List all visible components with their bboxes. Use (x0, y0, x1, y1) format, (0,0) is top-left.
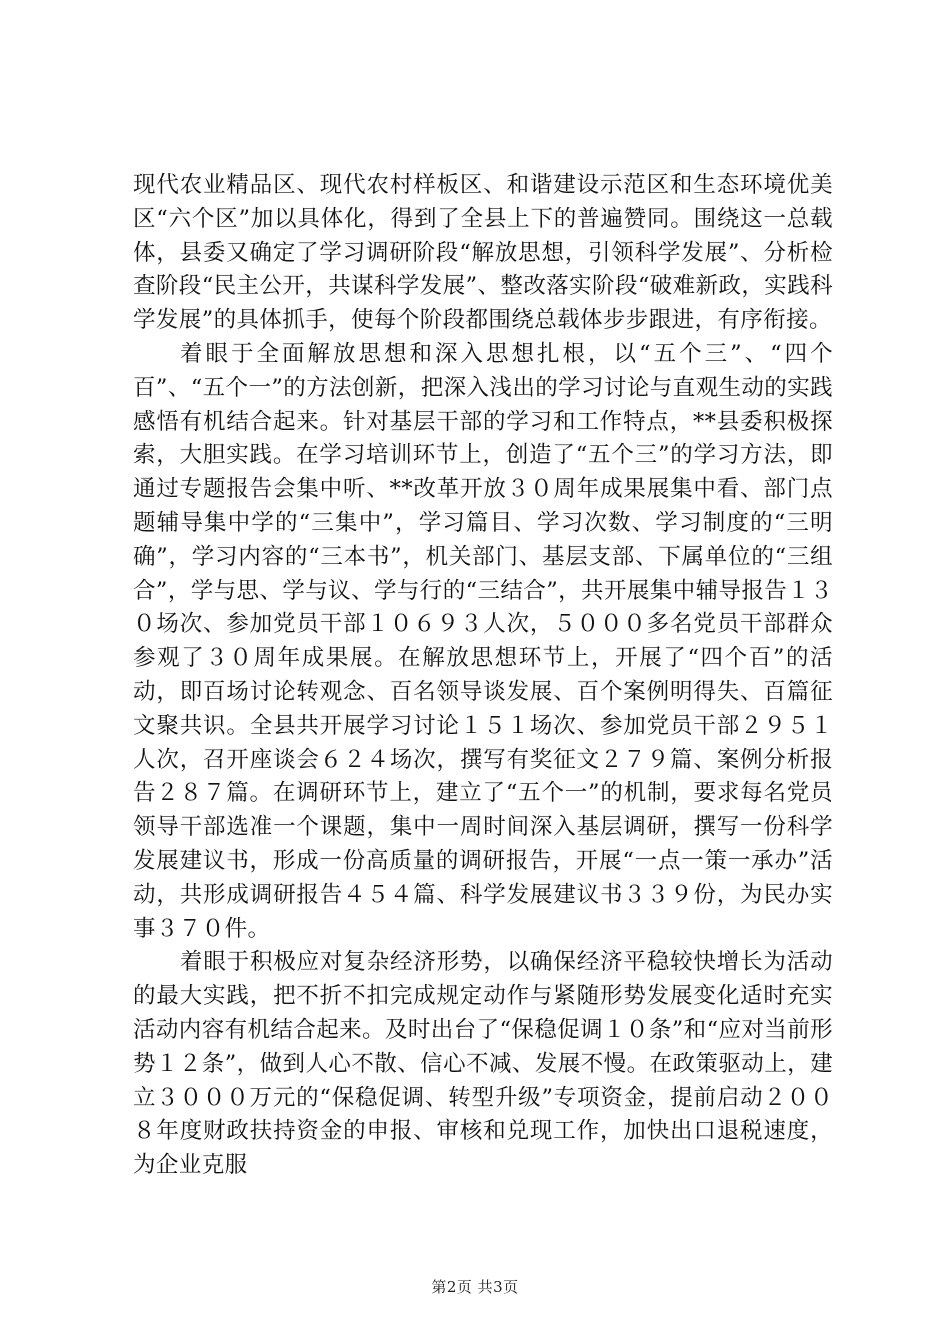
page-footer: 第2页 共3页 (431, 1278, 519, 1296)
document-body (133, 169, 833, 1183)
paragraph-1: 现代农业精品区、现代农村样板区、和谐建设示范区和生态环境优美区“六个区”加以具体化，得到了全县上下的普遍赞同。围绕这一总载体，县委又确定了学习调研阶段“解放思想，引领科学发展”、分析检查阶段“民主公开，共谋科学发展”、整改落实阶段“破难新政，实践科学发展”的具体抓手，使每个阶段都围绕总载体步步跟进，有序衔接。 (133, 172, 833, 334)
paragraph-2: 着眼于全面解放思想和深入思想扎根，以“五个三”、“四个百”、“五个一”的方法创新，把深入浅出的学习讨论与直观生动的实践感悟有机结合起来。针对基层干部的学习和工作特点，**县委积极探索，大胆实践。在学习培训环节上，创造了“五个三”的学习方法，即通过专题报告会集中听、**改革开放３０周年成果展集中看、部门点题辅导集中学的“三集中”，学习篇目、学习次数、学习制度的“三明确”，学习内容的“三本书”，机关部门、基层支部、下属单位的“三组合”，学与思、学与议、学与行的“三结合”，共开展集中辅导报告１３０场次、参加党员干部１０６９３人次，５０００多名党员干部群众参观了３０周年成果展。在解放思想环节上，开展了“四个百”的活动，即百场讨论转观念、百名领导谈发展、百个案例明得失、百篇征文聚共识。全县共开展学习讨论１５１场次、参加党员干部２９５１人次，召开座谈会６２４场次，撰写有奖征文２７９篇、案例分析报告２８７篇。在调研环节上，建立了“五个一”的机制，要求每名党员领导干部选准一个课题，集中一周时间深入基层调研，撰写一份科学发展建议书，形成一份高质量的调研报告，开展“一点一策一承办”活动，共形成调研报告４５４篇、科学发展建议书３３９份，为民办实事３７０件。 (133, 340, 833, 942)
paragraph-3: 着眼于积极应对复杂经济形势，以确保经济平稳较快增长为活动的最大实践，把不折不扣完成规定动作与紧随形势发展变化适时充实活动内容有机结合起来。及时出台了“保稳促调１０条”和“应对当前形势１２条”，做到人心不散、信心不减、发展不慢。在政策驱动上，建立３０００万元的“保稳促调、转型升级”专项资金，提前启动２００８年度财政扶持资金的申报、审核和兑现工作，加快出口退税速度，为企业克服 (133, 949, 833, 1179)
